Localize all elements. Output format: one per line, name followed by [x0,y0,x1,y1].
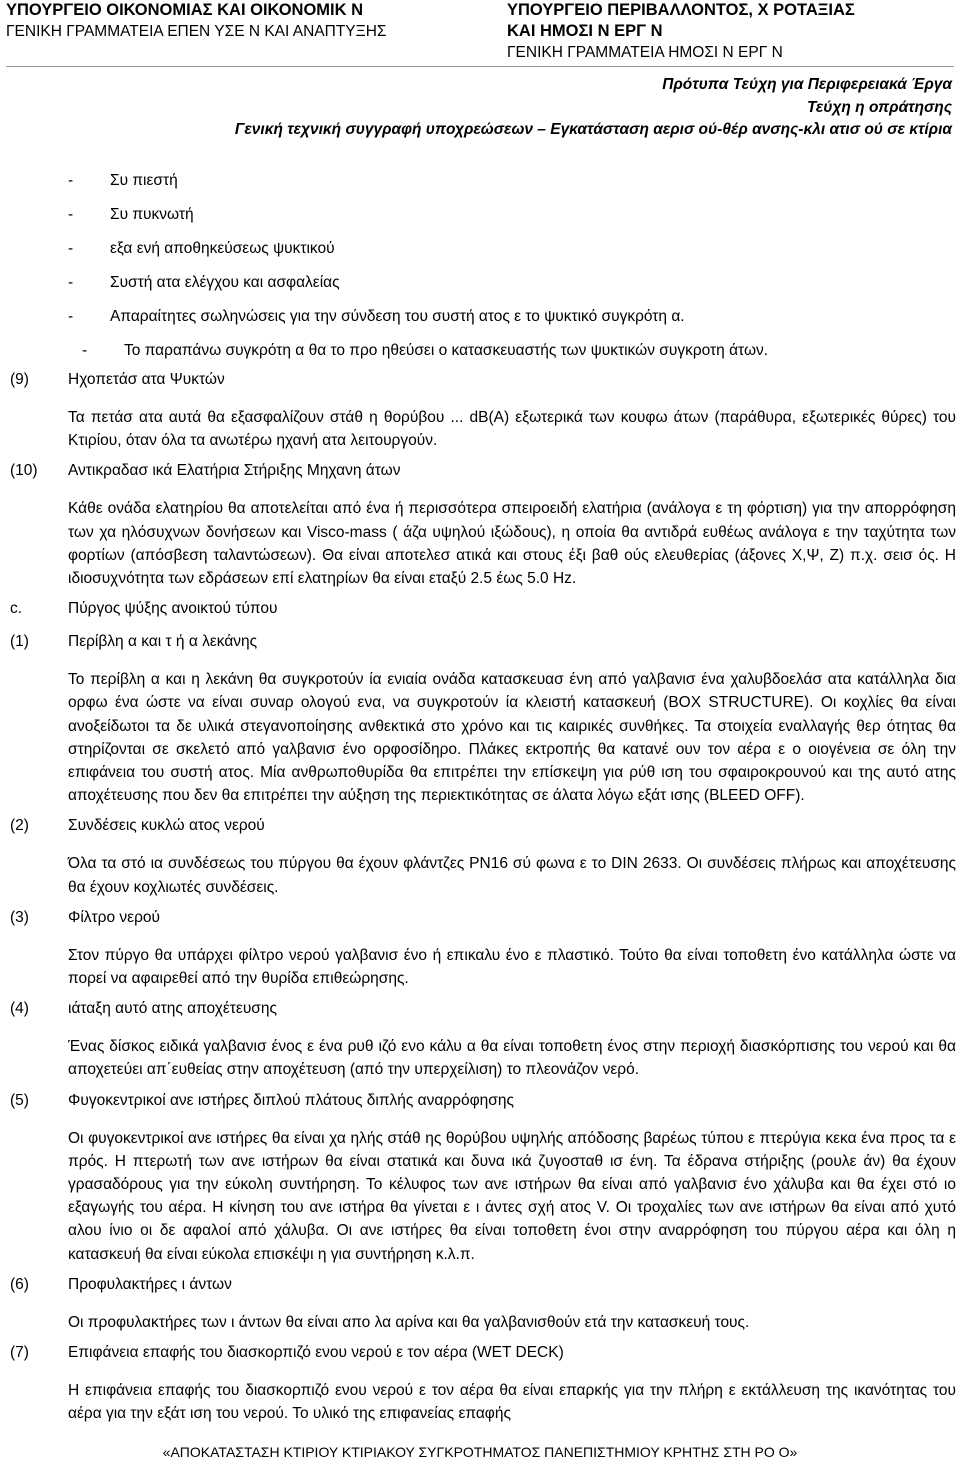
section-heading-10 [0,462,960,485]
section-number: c. [10,600,23,618]
section-title: Προφυλακτήρες ι άντων [68,1275,232,1293]
document-series: Πρότυπα Τεύχη για Περιφερειακά Έργα [662,76,952,93]
list-item [0,172,960,195]
section-title: ιάταξη αυτό ατης αποχέτευσης [68,1000,277,1018]
section-title: Επιφάνεια επαφής του διασκορπιζό ενου νερού ε τον αέρα (WET DECK) [68,1344,564,1362]
section-body-c6: Οι προφυλακτήρες των ι άντων θα είναι απο λα αρίνα και θα γαλβανισθούν ετά την κατασκευή τους. [68,1313,750,1331]
list-item [0,308,960,331]
dash-bullet: - [68,206,74,223]
section-heading-c4 [0,1000,960,1023]
list-item-text: εξα ενή αποθηκεύσεως ψυκτικού [110,240,335,257]
ministry-environment-secretariat: ΓΕΝΙΚΗ ΓΡΑΜΜΑΤΕΙΑ ΗΜΟΣΙ Ν ΕΡΓ Ν [507,44,783,61]
ministry-economy-secretariat: ΓΕΝΙΚΗ ΓΡΑΜΜΑΤΕΙΑ ΕΠΕΝ ΥΣΕ Ν ΚΑΙ ΑΝΑΠΤΥΞΗΣ [6,23,387,40]
section-heading-c7 [0,1344,960,1367]
ministry-economy-title: ΥΠΟΥΡΓΕΙΟ ΟΙΚΟΝΟΜΙΑΣ ΚΑΙ ΟΙΚΟΝΟΜΙΚ Ν [6,1,364,19]
ministry-environment-title-2: ΚΑΙ ΗΜΟΣΙ Ν ΕΡΓ Ν [507,22,663,40]
section-body-10: Κάθε ονάδα ελατηρίου θα αποτελείται από ένα ή περισσότερα σπειροειδή ελατήρια (ανάλογα ε τη φόρτιση) για την απορρόφηση των χα ηλόσυχνων δονήσεων και Visco-mass ( άζα υψηλού ιξώδους), η οποία θα αντιδρά ευθέως ανάλογα ε την ταχύτητα των φορτίων (απόσβεση ταλαντώσεων). Θα είναι αποτελεσ ατικά και στους έξι βαθ ούς ελευθερίας (άξονες Χ,Ψ, Ζ) π.χ. σεισ ός. Η ιδιοσυχνότητα των εδράσεων επί ελατηρίων θα είναι εταξύ 2.5 έως 5.0 Hz. [68,500,956,588]
document-subject: Γενική τεχνική συγγραφή υποχρεώσεων – Εγκατάσταση αερισ ού-θέρ ανσης-κλι ατισ ού σε κτίρια [234,121,952,138]
document-body [0,172,960,1425]
header-rule [6,66,954,67]
document-volume: Τεύχη η οπράτησης [806,99,952,116]
section-number: (6) [10,1275,29,1293]
section-heading-c3 [0,909,960,932]
section-body-c5: Οι φυγοκεντρικοί ανε ιστήρες θα είναι χα ηλής στάθ ης θορύβου υψηλής απόδοσης βαρέως τύπου ε πτερύγια κεκα ένα προς τα ε πρός. Η πτερωτή των ανε ιστήρων θα είναι στατικά και δυνα ικά ζυγοσταθ ισ ένη. Τα έδρανα στήριξης (ρουλε άν) θα έχουν γρασαδόρους για την εύκολη συντήρηση. Το κέλυφος των ανε ιστήρων θα είναι από γαλβανισ ένο χάλυβα και θα έχει στό ιο εξαγωγής του αέρα. Η κίνηση του ανε ιστήρα θα γίνεται ε ι άντες σχή ατος V. Οι τροχαλίες των ανε ιστήρων θα είναι από χυτό αλου ίνιο οι δε αφαλοί από χάλυβα. Οι ανε ιστήρες θα είναι τοποθετη ένοι στην αναρρόφηση του πύργου αέρα και όλη η κατασκευή θα είναι εύκολα επισκέψι η για συντήρηση κ.λ.π. [68,1129,956,1263]
list-item-text: Συ πυκνωτή [110,206,194,223]
section-heading-c5 [0,1092,960,1115]
dash-bullet: - [68,274,74,291]
dash-bullet: - [68,308,74,325]
section-body-c2: Όλα τα στό ια συνδέσεως του πύργου θα έχουν φλάντζες ΡΝ16 σύ φωνα ε το DIN 2633. Οι συνδέσεις πλήρως και αποχέτευσης θα έχουν κοχλιωτές συνδέσεις. [68,855,956,896]
section-number: (3) [10,908,29,926]
header-left [6,0,481,42]
section-body-c4: Ένας δίσκος ειδικά γαλβανισ ένος ε ένα ρυθ ιζό ενο κάλυ α θα είναι τοποθετη ένος στην περιοχή διασκόρπισης του νερού και θα αποχετεύει απ΄ευθείας στην αποχέτευση (από την υπερχείλιση) το πλεονάζον νερό. [68,1038,956,1079]
section-body-9: Τα πετάσ ατα αυτά θα εξασφαλίζουν στάθ η θορύβου ... dB(A) εξωτερικά των κουφω άτων (παράθυρα, εξωτερικές θύρες) του Κτιρίου, όταν όλα τα ανωτέρω ηχανή ατα λειτουργούν. [68,409,956,450]
section-body-c7: Η επιφάνεια επαφής του διασκορπιζό ενου νερού ε τον αέρα θα είναι επαρκής για την πλήρη ε εκτάλλευση της ικανότητας του αέρα για την εξάτ ιση του νερού. Το υλικό της επιφανείας επαφής [68,1382,956,1423]
list-item-text: Το παραπάνω συγκρότη α θα το προ ηθεύσει ο κατασκευαστής των ψυκτικών συγκροτη άτων. [124,342,769,359]
section-heading-c2 [0,817,960,840]
section-number: (9) [10,371,29,388]
section-title: Ηχοπετάσ ατα Ψυκτών [68,371,225,388]
list-item-text: Συστή ατα ελέγχου και ασφαλείας [110,274,340,291]
section-body-c3: Στον πύργο θα υπάρχει φίλτρο νερού γαλβανισ ένο ή επικαλυ ένο ε πλαστικό. Τούτο θα είναι τοποθετη ένο κατάλληλα ώστε να πορεί να αφαιρεθεί από την θυρίδα επιθεώρησης. [68,946,956,988]
section-body-c1: Το περίβλη α και η λεκάνη θα συγκροτούν ία ενιαία ονάδα κατασκευασ ένη από γαλβανισ ένα χαλυβδοελάσ ατα κατάλληλα δια ορφω ένα ώστε να είναι συναρ ολογού ενα, να συγκροτούν ία κλειστή κατασκευή (BOX STRUCTURE). Οι κοχλίες θα είναι ανοξείδωτοι τα δε υλικά στεγανοποίησης ανθεκτικά στο χρόνο και τις καιρικές συνθήκες. Τα στοιχεία εναλλαγής θερ ότητας θα στηρίζονται σε σκελετό από γαλβανισ ένο ορφοσίδηρο. Πλάκες εκτροπής θα κατανέ ουν τον αέρα ε ο οιογένεια σε όλη την επιφάνεια του συστή ατος. Μία ανθρωποθυρίδα θα επιτρέπει την επίσκεψη για ρύθ ιση του σφαιροκρουνού και της αυτό ατης αποχέτευσης που δεν θα επιτρέπει την αύξηση της περιεκτικότητας σε άλατα λόγω εξάτ ισης (BLEED OFF). [68,671,956,805]
section-heading-9 [0,371,960,394]
header-right [507,0,957,63]
section-number: (7) [10,1344,29,1362]
section-number: (1) [10,633,29,651]
list-item-text: Απαραίτητες σωληνώσεις για την σύνδεση του συστή ατος ε το ψυκτικό συγκρότη α. [110,308,685,325]
page-footer: «ΑΠΟΚΑΤΑΣΤΑΣΗ ΚΤΙΡΙΟΥ ΚΤΙΡΙΑΚΟΥ ΣΥΓΚΡΟΤΗΜΑΤΟΣ ΠΑΝΕΠΙΣΤΗΜΙΟΥ ΚΡΗΤΗΣ ΣΤΗ ΡΟ Ο» [162,1444,798,1460]
list-item [0,240,960,263]
section-title: Φίλτρο νερού [68,908,161,926]
section-heading-c [0,600,960,623]
section-title: Φυγοκεντρικοί ανε ιστήρες διπλού πλάτους διπλής αναρρόφησης [68,1091,514,1109]
section-heading-c6 [0,1276,960,1299]
list-item-text: Συ πιεστή [110,172,178,189]
section-title: Πύργος ψύξης ανοικτού τύπου [68,600,278,618]
list-item [0,342,960,365]
section-title: Περίβλη α και τ ή α λεκάνης [68,633,258,651]
list-item [0,206,960,229]
ministry-environment-title-1: ΥΠΟΥΡΓΕΙΟ ΠΕΡΙΒΑΛΛΟΝΤΟΣ, Χ ΡΟΤΑΞΙΑΣ [507,1,855,19]
section-number: (2) [10,817,29,835]
list-item [0,274,960,297]
section-number: (4) [10,1000,29,1018]
dash-bullet: - [68,172,74,189]
section-heading-c1 [0,633,960,656]
section-number: (5) [10,1091,29,1109]
dash-bullet: - [82,342,88,359]
section-title: Συνδέσεις κυκλώ ατος νερού [68,817,265,835]
section-number: (10) [10,462,38,480]
section-title: Αντικραδασ ικά Ελατήρια Στήριξης Μηχανη άτων [68,462,401,480]
dash-bullet: - [68,240,74,257]
